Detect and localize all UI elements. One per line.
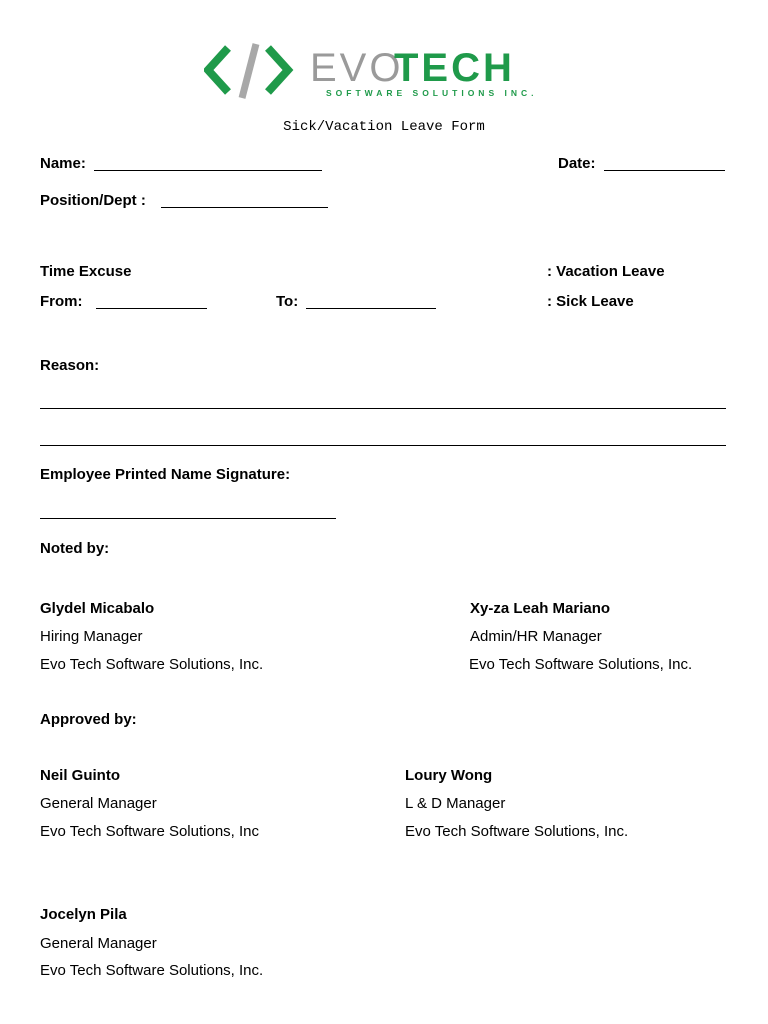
signature-line[interactable] <box>40 518 336 519</box>
vacation-leave-option[interactable]: : Vacation Leave <box>547 263 665 280</box>
sick-leave-option[interactable]: : Sick Leave <box>547 293 634 310</box>
signatory-name: Jocelyn Pila <box>40 906 127 923</box>
code-brackets-icon <box>204 40 304 104</box>
signatory-company: Evo Tech Software Solutions, Inc. <box>469 656 693 673</box>
signature-label: Employee Printed Name Signature: <box>40 466 291 483</box>
from-field-line[interactable] <box>96 308 207 309</box>
logo-tagline: SOFTWARE SOLUTIONS INC. <box>326 88 538 98</box>
date-label: Date: <box>558 155 596 172</box>
signatory-company: Evo Tech Software Solutions, Inc <box>40 823 260 840</box>
signatory-company: Evo Tech Software Solutions, Inc. <box>40 962 264 979</box>
reason-line-2[interactable] <box>40 445 726 446</box>
logo-brand-evo: EVO <box>310 46 404 90</box>
from-label: From: <box>40 293 83 310</box>
name-field-line[interactable] <box>94 170 322 171</box>
signatory-role: General Manager <box>40 795 157 812</box>
signatory-company: Evo Tech Software Solutions, Inc. <box>405 823 629 840</box>
to-label: To: <box>276 293 299 310</box>
reason-line-1[interactable] <box>40 408 726 409</box>
name-label: Name: <box>40 155 86 172</box>
signatory-role: Admin/HR Manager <box>470 628 602 645</box>
reason-label: Reason: <box>40 357 100 374</box>
time-excuse-label: Time Excuse <box>40 263 132 280</box>
position-field-line[interactable] <box>161 207 328 208</box>
signatory-company: Evo Tech Software Solutions, Inc. <box>40 656 264 673</box>
signatory-name: Loury Wong <box>405 767 493 784</box>
signatory-role: L & D Manager <box>405 795 506 812</box>
signatory-role: General Manager <box>40 935 157 952</box>
date-field-line[interactable] <box>604 170 725 171</box>
signatory-role: Hiring Manager <box>40 628 143 645</box>
to-field-line[interactable] <box>306 308 436 309</box>
signatory-name: Neil Guinto <box>40 767 120 784</box>
company-logo <box>204 40 564 104</box>
logo-brand-tech: TECH <box>394 46 515 90</box>
approved-by-label: Approved by: <box>40 711 137 728</box>
noted-by-label: Noted by: <box>40 540 110 557</box>
signatory-name: Xy-za Leah Mariano <box>470 600 611 617</box>
form-title: Sick/Vacation Leave Form <box>283 119 485 135</box>
position-label: Position/Dept : <box>40 192 146 209</box>
signatory-name: Glydel Micabalo <box>40 600 155 617</box>
